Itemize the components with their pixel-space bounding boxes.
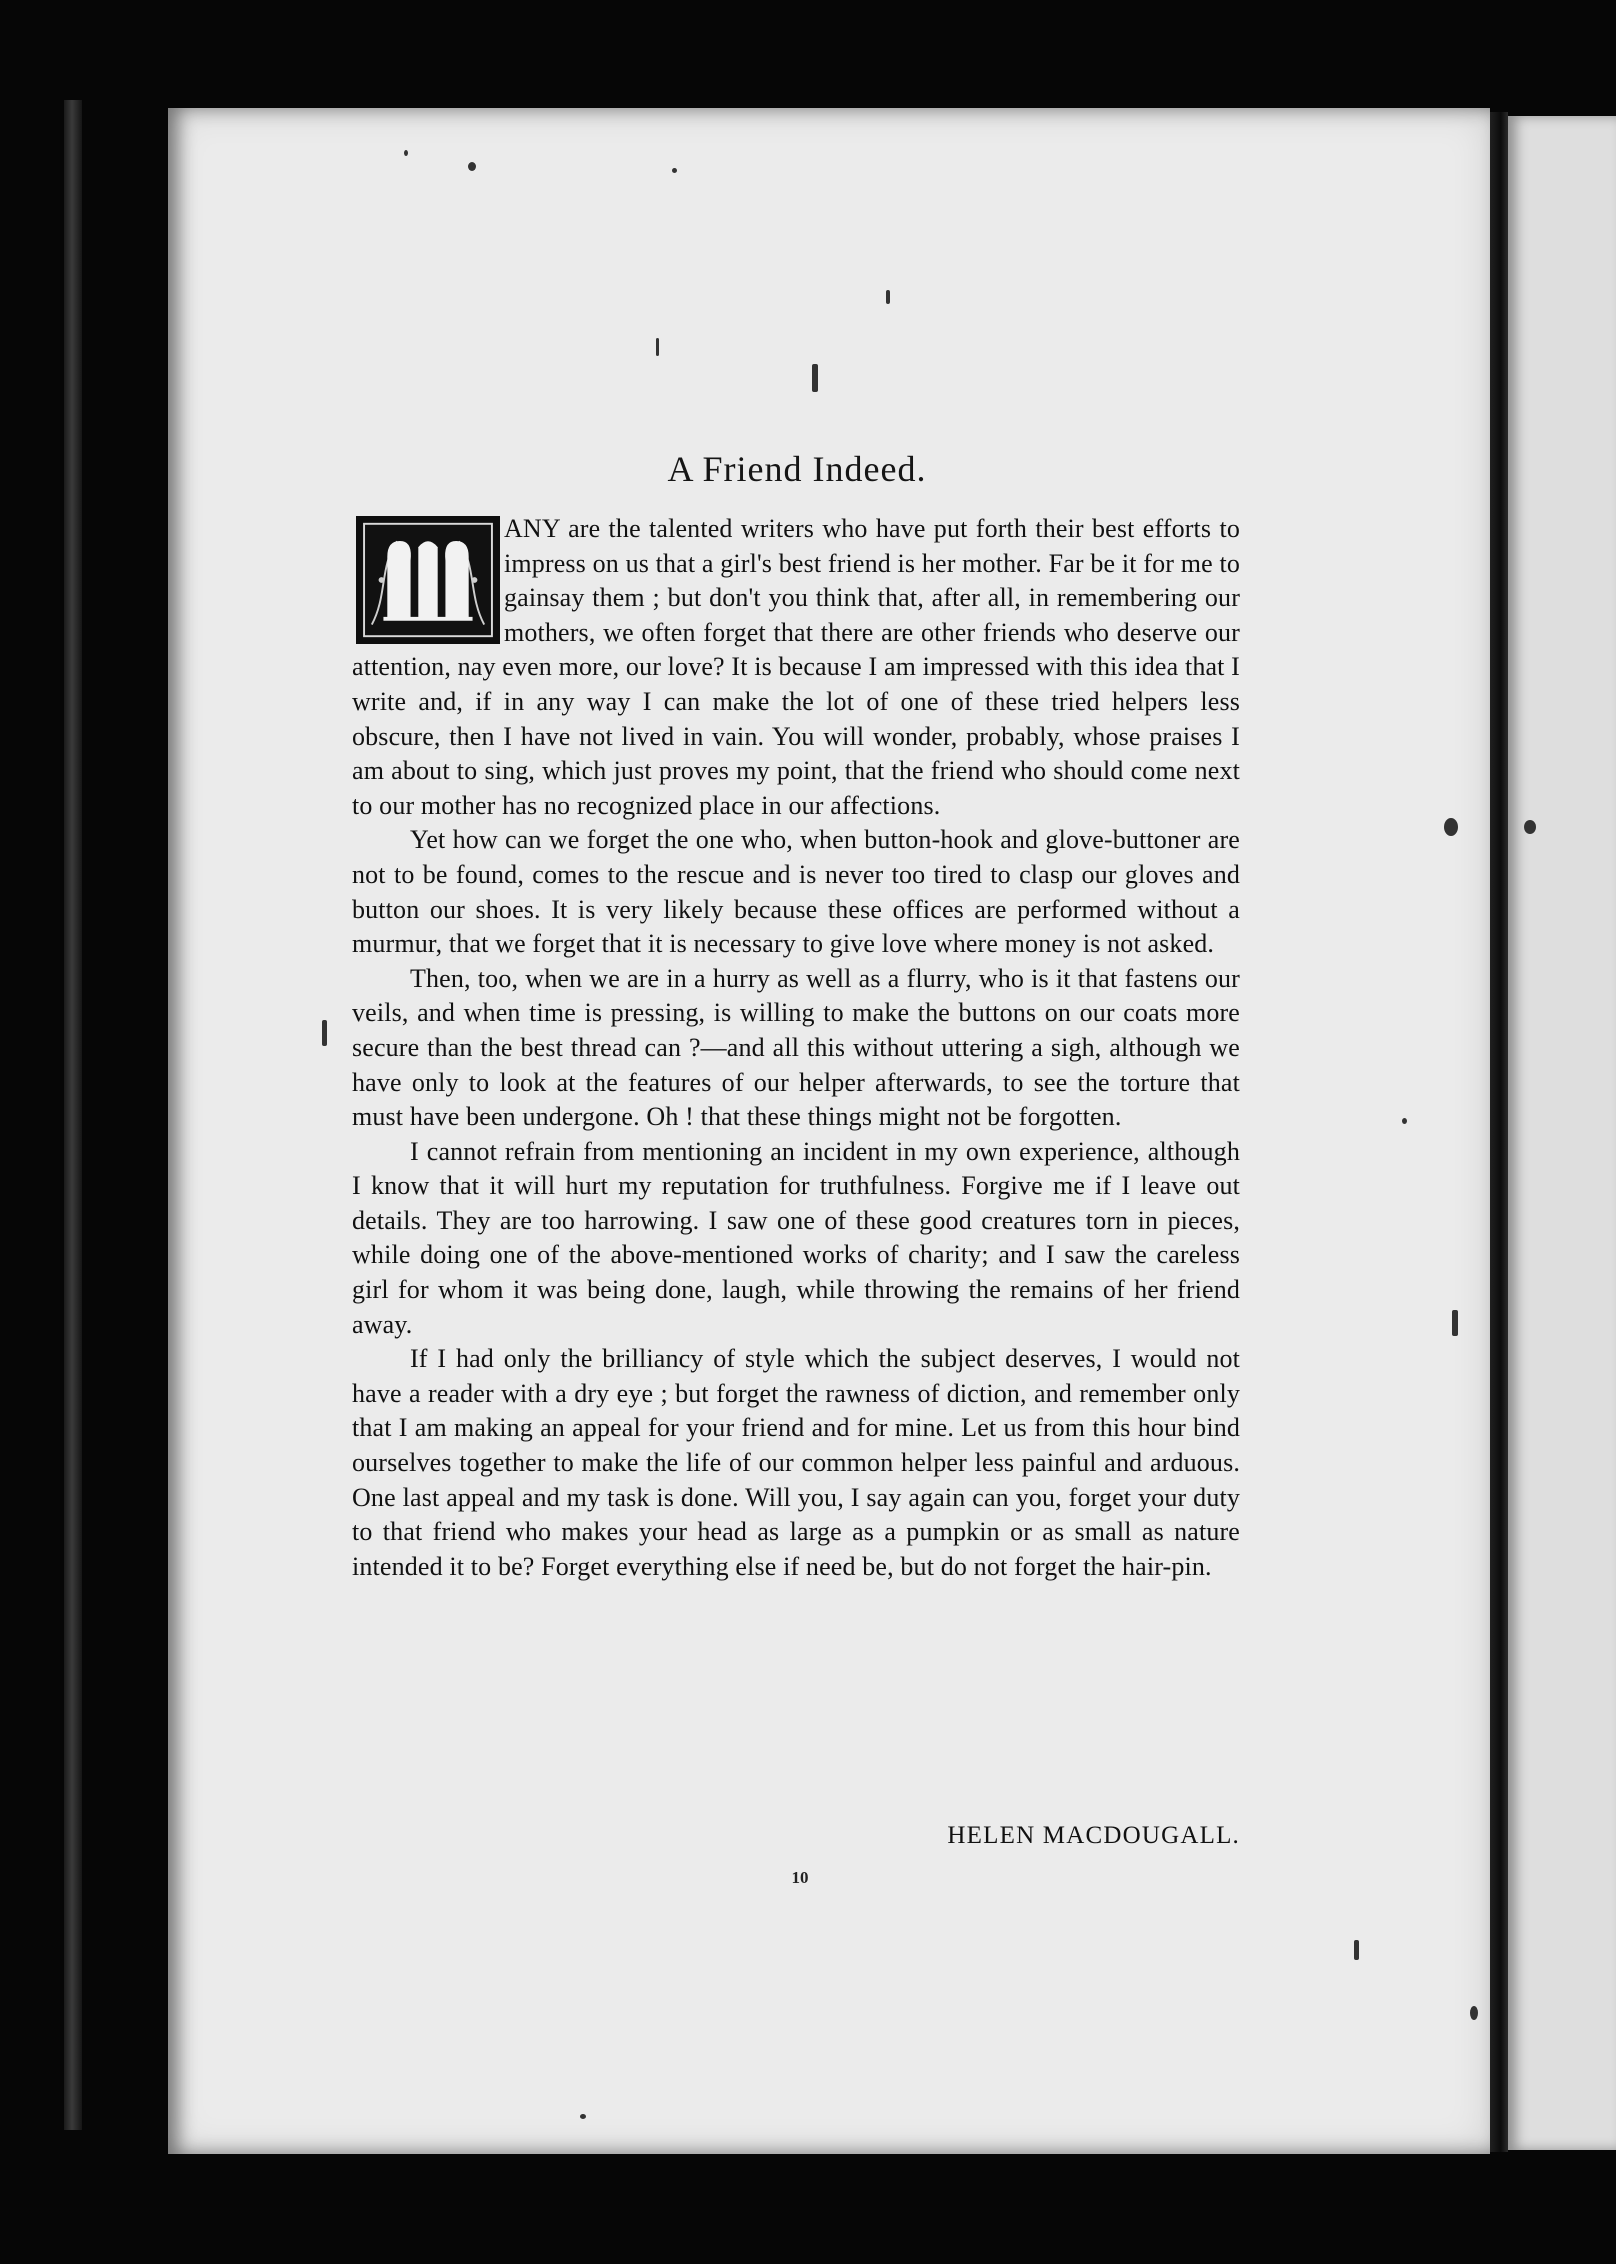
adjacent-page-edge <box>1508 116 1616 2150</box>
page-gutter <box>1490 112 1508 2152</box>
book-binding-edge <box>64 100 82 2130</box>
article-paragraph: I cannot refrain from mentioning an incident in my own experience, although I know that it will hurt my reputation for truthfulness. Forgive me if I leave out details. They are too harrowing. I saw one of these good creatures torn in pieces, while doing one of the above-mentioned works of charity; and I saw the careless girl for whom it was being done, laugh, while throwing the remains of her friend away. <box>352 1136 1240 1339</box>
article-title: A Friend Indeed. <box>667 449 927 489</box>
article-paragraph: Then, too, when we are in a hurry as well as a flurry, who is it that fastens our veils, and when time is pressing, is willing to make the buttons on our coats more secure than the best thread can ?—and all this without uttering a sigh, although we have only to look at the features of our helper afterwards, to see the torture that must have been undergone. Oh ! that these things might not be forgotten. <box>352 963 1240 1132</box>
article-body <box>352 512 1240 1584</box>
author-signature: HELEN MACDOUGALL. <box>947 1822 1240 1849</box>
article-paragraph: ANY are the talented writers who have put forth their best efforts to impress on us that a girl's best friend is her mother. Far be it for me to gainsay them ; but don't you think that, after all, in remembering our mothers, we often forget that there are other friends who deserve our attention, nay even more, our love? It is because I am impressed with this idea that I write and, if in any way I can make the lot of one of these tried helpers less obscure, then I have not lived in vain. You will wonder, probably, whose praises I am about to sing, which just proves my point, that the friend who should come next to our mother has no recognized place in our affections. <box>352 514 1240 820</box>
article-paragraph: Yet how can we forget the one who, when button-hook and glove-buttoner are not to be found, comes to the rescue and is never too tired to clasp our gloves and button our shoes. It is very likely because these offices are performed without a murmur, that we forget that it is necessary to give love where money is not asked. <box>352 825 1240 959</box>
page-number: 10 <box>791 1868 809 1887</box>
dropcap-spacer <box>352 512 504 650</box>
article-paragraph: If I had only the brilliancy of style which the subject deserves, I would not have a reader with a dry eye ; but forget the rawness of diction, and remember only that I am making an appeal for your friend and for mine. Let us from this hour bind ourselves together to make the life of our common helper less painful and arduous. One last appeal and my task is done. Will you, I say again can you, forget your duty to that friend who makes your head as large as a pumpkin or as small as nature intended it to be? Forget everything else if need be, but do not forget the hair-pin. <box>352 1344 1240 1581</box>
